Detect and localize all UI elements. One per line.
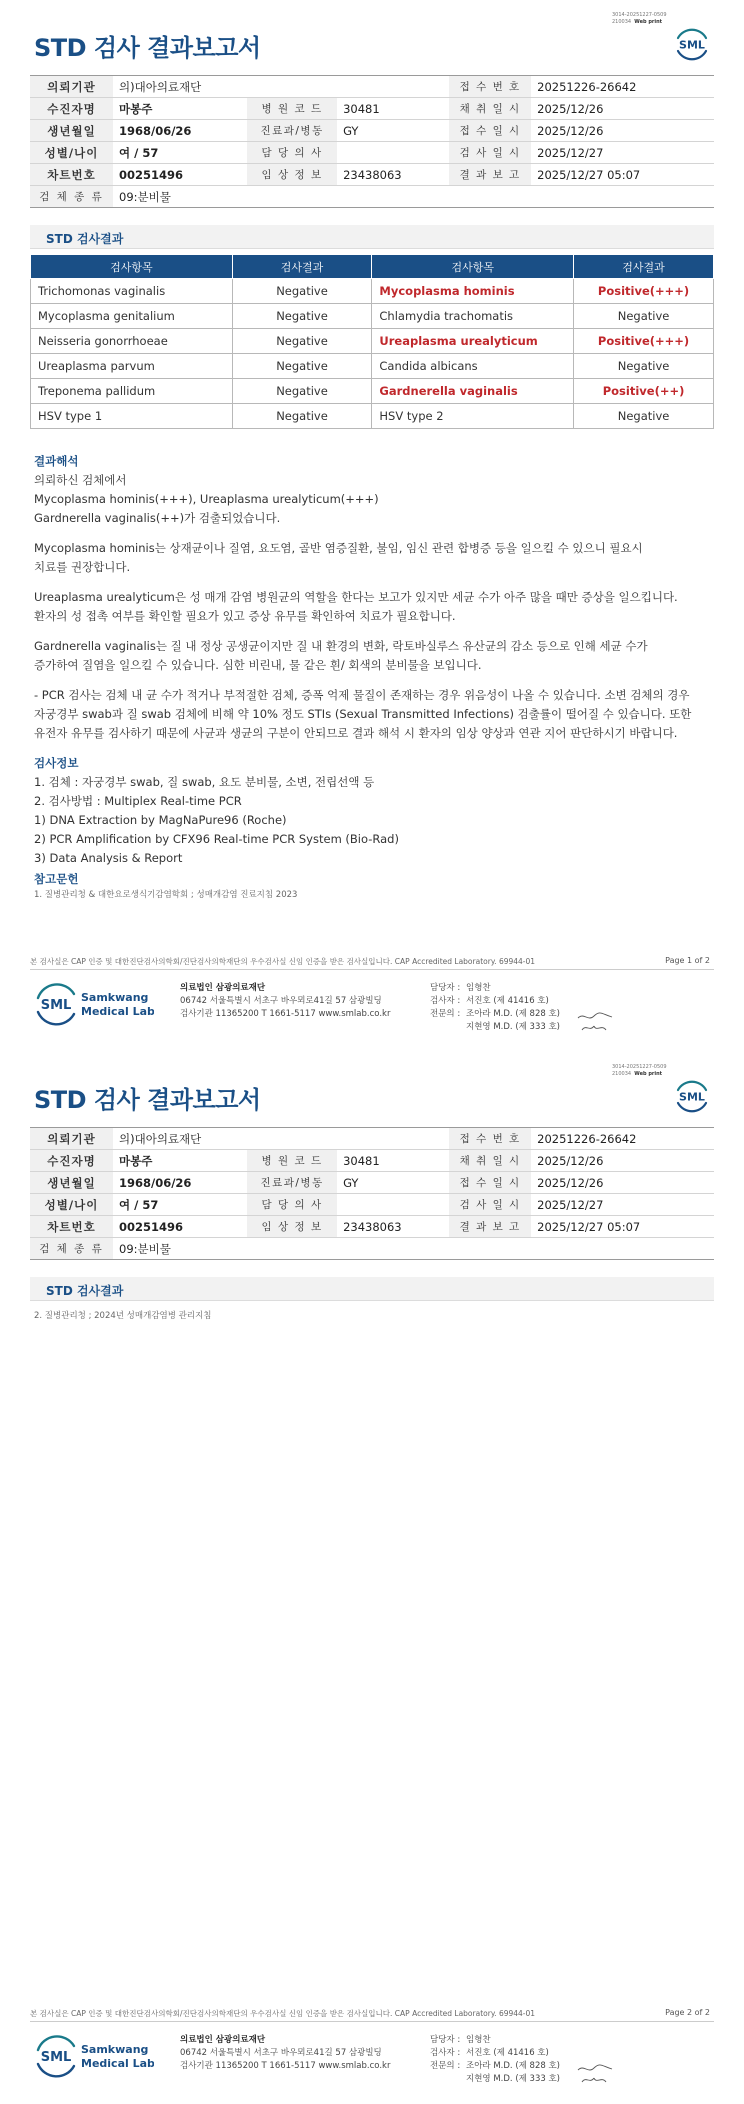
svg-text:SML: SML bbox=[679, 38, 705, 52]
receipt-no-value: 20251226-26642 bbox=[531, 76, 714, 98]
org-name: 의료법인 삼광의료재단 bbox=[180, 2035, 266, 2045]
results-header: 검사항목 bbox=[31, 255, 233, 279]
interpretation-line: 자궁경부 swab과 질 swab 검체에 비해 약 10% 정도 STIs (Sexual Transmitted Infections) 검출률이 떨어질 수 있습니다. 또한 bbox=[34, 707, 692, 721]
chart-no-value: 00251496 bbox=[113, 1216, 247, 1238]
test-result: Negative bbox=[232, 329, 372, 354]
test-date-value: 2025/12/27 bbox=[531, 1194, 714, 1216]
print-code-line2: 210034 bbox=[612, 1071, 632, 1077]
samkwang-logo bbox=[34, 2032, 154, 2082]
doctor-value bbox=[337, 142, 449, 164]
print-code bbox=[612, 12, 667, 26]
staff-tester-label: 검사자 : bbox=[430, 996, 461, 1006]
test-result: Negative bbox=[232, 404, 372, 429]
hospital-code-label: 병 원 코 드 bbox=[247, 98, 337, 120]
interpretation-line: Gardnerella vaginalis(++)가 검출되었습니다. bbox=[34, 511, 281, 525]
results-section-title: STD 검사결과 bbox=[46, 1284, 124, 1298]
interpretation-line: 증가하여 질염을 일으킬 수 있습니다. 심한 비린내, 물 같은 흰/ 회색의 분비물을 보입니다. bbox=[34, 658, 482, 672]
sml-logo-icon bbox=[672, 24, 712, 64]
sex-age-label: 성별/나이 bbox=[30, 142, 113, 164]
report-date-value: 2025/12/27 05:07 bbox=[531, 1216, 714, 1238]
interpretation-line: 환자의 성 접촉 여부를 확인할 필요가 있고 증상 유무를 확인하여 치료가 필요합니다. bbox=[34, 609, 456, 623]
cap-note-text: 본 검사실은 CAP 인증 및 대한진단검사의학회/진단검사의학재단의 우수검사실 신임 인증을 받은 검사실입니다. CAP Accredited Laboratory. 69944-01 bbox=[30, 2009, 536, 2018]
name-label: 수진자명 bbox=[30, 1150, 113, 1172]
table-row bbox=[31, 404, 714, 429]
staff-manager-label: 담당자 : bbox=[430, 2035, 461, 2045]
report-date-value: 2025/12/27 05:07 bbox=[531, 164, 714, 186]
svg-text:SML: SML bbox=[679, 1090, 705, 1104]
test-result: Negative bbox=[574, 404, 714, 429]
org-address: 06742 서울특별시 서초구 바우뫼로41길 57 삼광빌딩 bbox=[180, 996, 382, 1006]
chart-no-value: 00251496 bbox=[113, 164, 247, 186]
test-item-positive: Mycoplasma hominis bbox=[372, 279, 574, 304]
samkwang-logo-icon bbox=[34, 2032, 154, 2082]
hospital-code-label: 병 원 코 드 bbox=[247, 1150, 337, 1172]
report-title: STD 검사 결과보고서 bbox=[34, 1086, 261, 1114]
print-code-line2: 210034 bbox=[612, 19, 632, 25]
test-result: Negative bbox=[232, 279, 372, 304]
collect-date-value: 2025/12/26 bbox=[531, 1150, 714, 1172]
samkwang-logo-icon bbox=[34, 980, 154, 1030]
page-number: Page 1 of 2 bbox=[665, 956, 710, 965]
references-title: 참고문헌 bbox=[34, 872, 79, 886]
table-row bbox=[31, 304, 714, 329]
birth-value: 1968/06/26 bbox=[113, 1172, 247, 1194]
test-result: Negative bbox=[232, 354, 372, 379]
test-result: Negative bbox=[574, 304, 714, 329]
interpretation-line: Gardnerella vaginalis는 질 내 정상 공생균이지만 질 내 환경의 변화, 락토바실루스 유산균의 감소 등으로 인해 세균 수가 bbox=[34, 639, 648, 653]
results-header: 검사항목 bbox=[372, 255, 574, 279]
specimen-value: 09:분비물 bbox=[113, 1238, 714, 1260]
print-code-web: Web print bbox=[634, 19, 663, 25]
test-result: Negative bbox=[232, 379, 372, 404]
results-header: 검사결과 bbox=[232, 255, 372, 279]
results-header: 검사결과 bbox=[574, 255, 714, 279]
print-code-web: Web print bbox=[634, 1071, 663, 1077]
test-date-label: 검 사 일 시 bbox=[449, 1194, 531, 1216]
interpretation-title: 결과해석 bbox=[34, 454, 79, 468]
report-date-label: 결 과 보 고 bbox=[449, 164, 531, 186]
signature-image bbox=[576, 2060, 616, 2088]
clinical-label: 임 상 정 보 bbox=[247, 1216, 337, 1238]
collect-date-label: 채 취 일 시 bbox=[449, 98, 531, 120]
institution-value: 의)대아의료재단 bbox=[113, 76, 449, 98]
name-label: 수진자명 bbox=[30, 98, 113, 120]
test-item: Mycoplasma genitalium bbox=[31, 304, 233, 329]
svg-text:SML: SML bbox=[40, 998, 72, 1013]
table-row bbox=[31, 279, 714, 304]
org-address: 06742 서울특별시 서초구 바우뫼로41길 57 삼광빌딩 bbox=[180, 2048, 382, 2058]
doctor-label: 담 당 의 사 bbox=[247, 142, 337, 164]
staff-expert-label: 전문의 : bbox=[430, 1009, 461, 1019]
results-section-bar bbox=[30, 225, 714, 249]
test-result-positive: Positive(++) bbox=[574, 379, 714, 404]
svg-text:Samkwang: Samkwang bbox=[81, 2043, 149, 2056]
test-info-line: 1) DNA Extraction by MagNaPure96 (Roche) bbox=[34, 813, 287, 827]
lab-staff bbox=[430, 982, 560, 1034]
chart-no-label: 차트번호 bbox=[30, 1216, 113, 1238]
institution-value: 의)대아의료재단 bbox=[113, 1128, 449, 1150]
test-item: HSV type 1 bbox=[31, 404, 233, 429]
sex-age-label: 성별/나이 bbox=[30, 1194, 113, 1216]
dept-label: 진료과/병동 bbox=[247, 120, 337, 142]
hospital-code-value: 30481 bbox=[337, 1150, 449, 1172]
sml-logo-icon bbox=[672, 1076, 712, 1116]
staff-manager-label: 담당자 : bbox=[430, 983, 461, 993]
interpretation-line: Mycoplasma hominis는 상재균이나 질염, 요도염, 골반 염증질환, 불임, 임신 관련 합병증 등을 일으킬 수 있으니 필요시 bbox=[34, 541, 643, 555]
signature-icon bbox=[576, 2060, 616, 2088]
patient-info-table bbox=[30, 1127, 714, 1260]
test-result-positive: Positive(+++) bbox=[574, 279, 714, 304]
print-code-line1: 3014-20251227-0509 bbox=[612, 12, 667, 18]
org-contact: 검사기관 11365200 T 1661-5117 www.smlab.co.kr bbox=[180, 2061, 391, 2071]
interpretation-line: Ureaplasma urealyticum은 성 매개 감염 병원균의 역할을 한다는 보고가 있지만 세균 수가 아주 많을 때만 증상을 일으킵니다. bbox=[34, 590, 678, 604]
results-section-title: STD 검사결과 bbox=[46, 232, 124, 246]
table-row bbox=[31, 354, 714, 379]
test-item: Candida albicans bbox=[372, 354, 574, 379]
samkwang-logo bbox=[34, 980, 154, 1030]
clinical-value: 23438063 bbox=[337, 164, 449, 186]
staff-manager: 임형찬 bbox=[466, 983, 491, 993]
test-info-line: 1. 검체 : 자궁경부 swab, 질 swab, 요도 분비물, 소변, 전립선액 등 bbox=[34, 775, 375, 789]
staff-tester-label: 검사자 : bbox=[430, 2048, 461, 2058]
institution-label: 의뢰기관 bbox=[30, 76, 113, 98]
cap-accreditation-note bbox=[30, 956, 714, 970]
lab-staff bbox=[430, 2034, 560, 2086]
lab-organization bbox=[180, 2034, 390, 2073]
staff-expert1: 조아라 M.D. (제 828 호) bbox=[466, 1009, 561, 1019]
sex-age-value: 여 / 57 bbox=[113, 142, 247, 164]
svg-text:Medical Lab: Medical Lab bbox=[81, 2057, 154, 2070]
svg-text:SML: SML bbox=[40, 2050, 72, 2065]
test-item-positive: Gardnerella vaginalis bbox=[372, 379, 574, 404]
test-item: Ureaplasma parvum bbox=[31, 354, 233, 379]
test-item: Chlamydia trachomatis bbox=[372, 304, 574, 329]
cap-accreditation-note bbox=[30, 2008, 714, 2022]
test-item: Neisseria gonorrhoeae bbox=[31, 329, 233, 354]
patient-info-table bbox=[30, 75, 714, 208]
test-item: HSV type 2 bbox=[372, 404, 574, 429]
name-value: 마봉주 bbox=[113, 1150, 247, 1172]
receipt-no-label: 접 수 번 호 bbox=[449, 1128, 531, 1150]
table-row bbox=[31, 379, 714, 404]
receipt-no-label: 접 수 번 호 bbox=[449, 76, 531, 98]
receipt-date-value: 2025/12/26 bbox=[531, 120, 714, 142]
test-result: Negative bbox=[232, 304, 372, 329]
staff-manager: 임형찬 bbox=[466, 2035, 491, 2045]
cap-note-text: 본 검사실은 CAP 인증 및 대한진단검사의학회/진단검사의학재단의 우수검사실 신임 인증을 받은 검사실입니다. CAP Accredited Laboratory. 69944-01 bbox=[30, 957, 536, 966]
test-info-line: 3) Data Analysis & Report bbox=[34, 851, 183, 865]
clinical-label: 임 상 정 보 bbox=[247, 164, 337, 186]
interpretation-line: Mycoplasma hominis(+++), Ureaplasma urealyticum(+++) bbox=[34, 492, 379, 506]
specimen-label: 검 체 종 류 bbox=[30, 1238, 113, 1260]
lab-organization bbox=[180, 982, 390, 1021]
test-item: Trichomonas vaginalis bbox=[31, 279, 233, 304]
results-section-bar bbox=[30, 1277, 714, 1301]
print-code bbox=[612, 1064, 667, 1078]
staff-expert-label: 전문의 : bbox=[430, 2061, 461, 2071]
print-code-line1: 3014-20251227-0509 bbox=[612, 1064, 667, 1070]
signature-icon bbox=[576, 1008, 616, 1036]
staff-tester: 서진호 (제 41416 호) bbox=[466, 2048, 549, 2058]
signature-image bbox=[576, 1008, 616, 1036]
report-page-2 bbox=[0, 1052, 744, 2104]
receipt-date-label: 접 수 일 시 bbox=[449, 1172, 531, 1194]
collect-date-label: 채 취 일 시 bbox=[449, 1150, 531, 1172]
interpretation-line: 치료를 권장합니다. bbox=[34, 560, 131, 574]
hospital-code-value: 30481 bbox=[337, 98, 449, 120]
clinical-value: 23438063 bbox=[337, 1216, 449, 1238]
dept-value: GY bbox=[337, 120, 449, 142]
test-date-label: 검 사 일 시 bbox=[449, 142, 531, 164]
report-title: STD 검사 결과보고서 bbox=[34, 34, 261, 62]
svg-text:Medical Lab: Medical Lab bbox=[81, 1005, 154, 1018]
doctor-label: 담 당 의 사 bbox=[247, 1194, 337, 1216]
staff-expert1: 조아라 M.D. (제 828 호) bbox=[466, 2061, 561, 2071]
birth-label: 생년월일 bbox=[30, 120, 113, 142]
interpretation-line: 유전자 유무를 검사하기 때문에 사균과 생균의 구분이 안되므로 결과 해석 시 환자의 임상 양상과 연관 지어 판단하시기 바랍니다. bbox=[34, 726, 678, 740]
interpretation-line: 의뢰하신 검체에서 bbox=[34, 473, 127, 487]
test-result: Negative bbox=[574, 354, 714, 379]
svg-text:Samkwang: Samkwang bbox=[81, 991, 149, 1004]
dept-value: GY bbox=[337, 1172, 449, 1194]
page-number: Page 2 of 2 bbox=[665, 2008, 710, 2017]
staff-tester: 서진호 (제 41416 호) bbox=[466, 996, 549, 1006]
name-value: 마봉주 bbox=[113, 98, 247, 120]
dept-label: 진료과/병동 bbox=[247, 1172, 337, 1194]
std-results-table bbox=[30, 254, 714, 429]
birth-label: 생년월일 bbox=[30, 1172, 113, 1194]
sml-logo bbox=[672, 24, 712, 64]
reference-item: 2. 질병관리청 ; 2024년 성매개감염병 관리지침 bbox=[34, 1311, 212, 1321]
staff-expert2: 지현영 M.D. (제 333 호) bbox=[466, 1022, 561, 1032]
interpretation-line: - PCR 검사는 검체 내 균 수가 적거나 부적절한 검체, 증폭 억제 물질이 존재하는 경우 위음성이 나올 수 있습니다. 소변 검체의 경우 bbox=[34, 688, 690, 702]
receipt-no-value: 20251226-26642 bbox=[531, 1128, 714, 1150]
collect-date-value: 2025/12/26 bbox=[531, 98, 714, 120]
test-item-positive: Ureaplasma urealyticum bbox=[372, 329, 574, 354]
specimen-value: 09:분비물 bbox=[113, 186, 714, 208]
chart-no-label: 차트번호 bbox=[30, 164, 113, 186]
org-name: 의료법인 삼광의료재단 bbox=[180, 983, 266, 993]
org-contact: 검사기관 11365200 T 1661-5117 www.smlab.co.kr bbox=[180, 1009, 391, 1019]
sml-logo bbox=[672, 1076, 712, 1116]
specimen-label: 검 체 종 류 bbox=[30, 186, 113, 208]
report-date-label: 결 과 보 고 bbox=[449, 1216, 531, 1238]
test-result-positive: Positive(+++) bbox=[574, 329, 714, 354]
staff-expert2: 지현영 M.D. (제 333 호) bbox=[466, 2074, 561, 2084]
doctor-value bbox=[337, 1194, 449, 1216]
test-info-title: 검사정보 bbox=[34, 756, 79, 770]
sex-age-value: 여 / 57 bbox=[113, 1194, 247, 1216]
table-row bbox=[31, 329, 714, 354]
institution-label: 의뢰기관 bbox=[30, 1128, 113, 1150]
test-info-line: 2) PCR Amplification by CFX96 Real-time PCR System (Bio-Rad) bbox=[34, 832, 399, 846]
receipt-date-value: 2025/12/26 bbox=[531, 1172, 714, 1194]
interpretation-section bbox=[34, 452, 714, 902]
test-info-line: 2. 검사방법 : Multiplex Real-time PCR bbox=[34, 794, 242, 808]
test-item: Treponema pallidum bbox=[31, 379, 233, 404]
receipt-date-label: 접 수 일 시 bbox=[449, 120, 531, 142]
test-date-value: 2025/12/27 bbox=[531, 142, 714, 164]
birth-value: 1968/06/26 bbox=[113, 120, 247, 142]
reference-item: 1. 질병관리청 & 대한요로생식기감염학회 ; 성매개감염 진료지침 2023 bbox=[34, 890, 298, 900]
